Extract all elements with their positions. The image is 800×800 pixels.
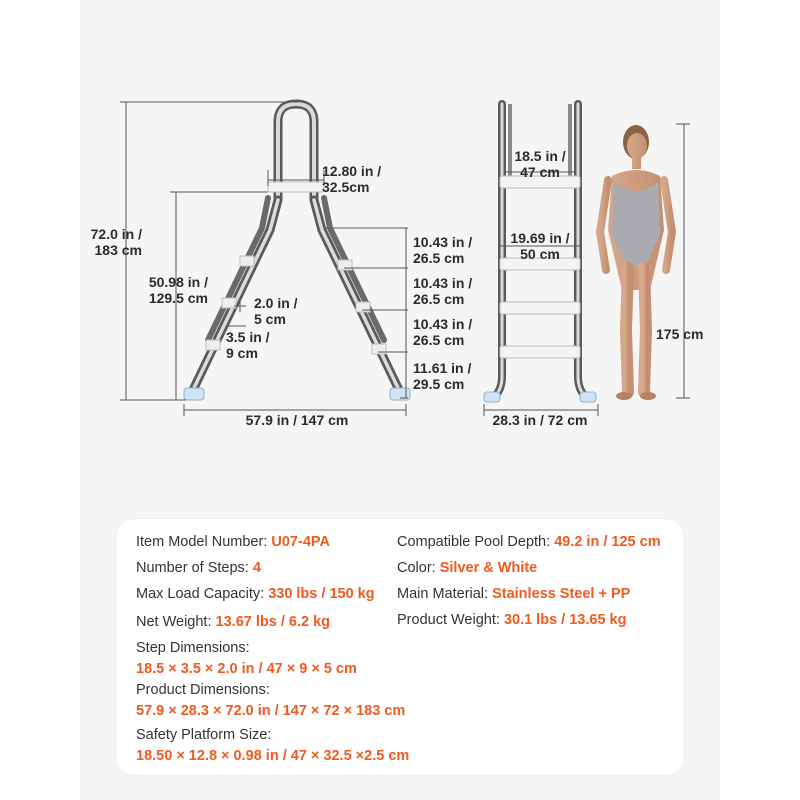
person-height-dimension-lines: [676, 124, 690, 398]
spec-steps: Number of Steps: 4: [136, 560, 261, 576]
step-width-label: 19.69 in / 50 cm: [510, 230, 570, 262]
spec-color: Color: Silver & White: [397, 560, 538, 576]
total-height-label: 72.0 in / 183 cm: [90, 226, 142, 258]
spec-product-dimensions: Product Dimensions: 57.9 × 28.3 × 72.0 in / 147 × 72 × 183 cm: [136, 682, 406, 719]
spec-pool-depth: Compatible Pool Depth: 49.2 in / 125 cm: [397, 534, 661, 550]
spec-product-weight: Product Weight: 30.1 lbs / 13.65 kg: [397, 612, 627, 628]
person-height-label: 175 cm: [656, 326, 704, 342]
side-view-dimension-lines: [120, 102, 408, 416]
step-spacing-1-label: 10.43 in / 26.5 cm: [413, 234, 473, 266]
side-base-width-label: 57.9 in / 147 cm: [245, 412, 349, 428]
person-figure: [600, 125, 672, 400]
spec-net-weight: Net Weight: 13.67 lbs / 6.2 kg: [136, 614, 330, 630]
step-depth-label: 3.5 in / 9 cm: [226, 329, 270, 361]
spec-load: Max Load Capacity: 330 lbs / 150 kg: [136, 586, 375, 602]
step-thickness-label: 2.0 in / 5 cm: [254, 295, 298, 327]
spec-model: Item Model Number: U07-4PA: [136, 534, 330, 550]
spec-material: Main Material: Stainless Steel + PP: [397, 586, 631, 602]
specs-card: [116, 519, 684, 775]
bottom-step-height-label: 11.61 in / 29.5 cm: [413, 360, 472, 392]
step-spacing-3-label: 10.43 in / 26.5 cm: [413, 316, 473, 348]
top-step-width-label: 18.5 in / 47 cm: [514, 148, 566, 180]
step-spacing-2-label: 10.43 in / 26.5 cm: [413, 275, 473, 307]
platform-width-label: 12.80 in / 32.5cm: [322, 163, 382, 195]
front-base-width-label: 28.3 in / 72 cm: [492, 412, 588, 428]
spec-step-dimensions: Step Dimensions: 18.5 × 3.5 × 2.0 in / 47 × 9 × 5 cm: [136, 640, 357, 677]
side-view-ladder: [184, 104, 410, 400]
leg-height-label: 50.98 in / 129.5 cm: [148, 274, 208, 306]
spec-platform-size: Safety Platform Size: 18.50 × 12.8 × 0.98 in / 47 × 32.5 ×2.5 cm: [136, 727, 410, 764]
